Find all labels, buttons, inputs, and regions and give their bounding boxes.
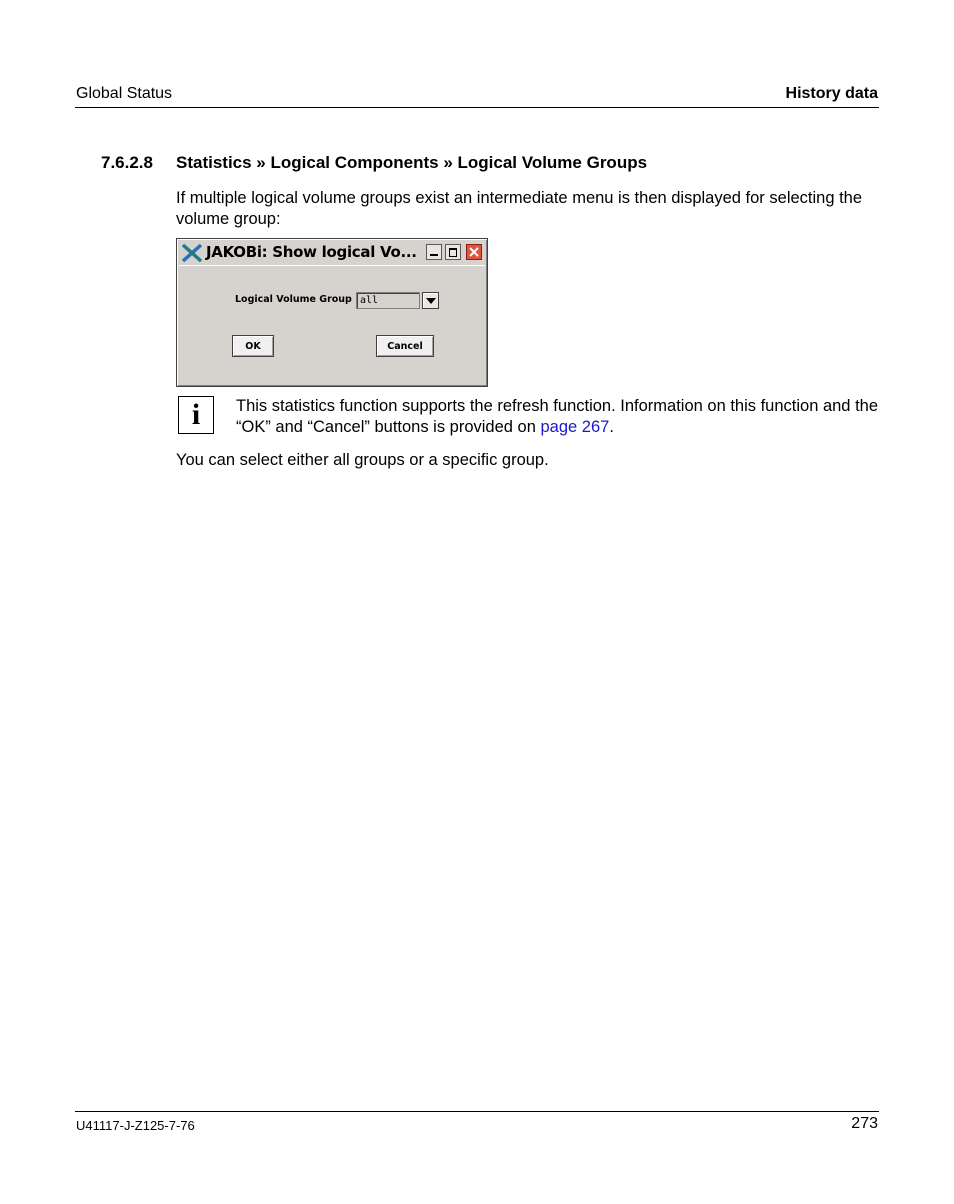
logical-volume-group-dialog (176, 238, 488, 387)
closing-paragraph: You can select either all groups or a specific group. (176, 451, 549, 469)
dialog-client-area (179, 265, 485, 384)
logical-volume-group-select[interactable]: all (356, 292, 420, 309)
close-icon (469, 247, 479, 257)
minimize-button[interactable] (426, 244, 442, 260)
section-number: 7.6.2.8 (101, 153, 153, 172)
dialog-title: JAKOBi: Show logical Vo... (206, 243, 417, 261)
chevron-down-icon (426, 298, 436, 304)
cancel-button[interactable]: Cancel (376, 335, 434, 357)
info-icon: i (178, 396, 214, 434)
ok-button[interactable]: OK (232, 335, 274, 357)
document-id: U41117-J-Z125-7-76 (76, 1118, 195, 1133)
logical-volume-group-label: Logical Volume Group (235, 294, 352, 305)
running-header-section: History data (785, 85, 878, 102)
running-header-chapter: Global Status (76, 85, 173, 102)
footer-rule (75, 1111, 879, 1112)
note-text-end: . (609, 418, 614, 436)
page-number: 273 (851, 1115, 878, 1132)
header-rule (75, 107, 879, 108)
close-button[interactable] (466, 244, 482, 260)
dialog-titlebar[interactable] (179, 241, 485, 263)
note-text: This statistics function supports the refresh function. Information on this function and the “OK” and “Cancel” buttons is provided on (236, 397, 879, 436)
page-link[interactable]: page 267 (540, 418, 610, 436)
app-x-icon (181, 243, 203, 263)
maximize-button[interactable] (445, 244, 461, 260)
intro-paragraph: If multiple logical volume groups exist an intermediate menu is then displayed for selecting the volume group: (176, 189, 863, 228)
info-note (236, 396, 886, 438)
section-title: Statistics » Logical Components » Logical Volume Groups (176, 153, 648, 172)
dropdown-arrow-button[interactable] (422, 292, 439, 309)
